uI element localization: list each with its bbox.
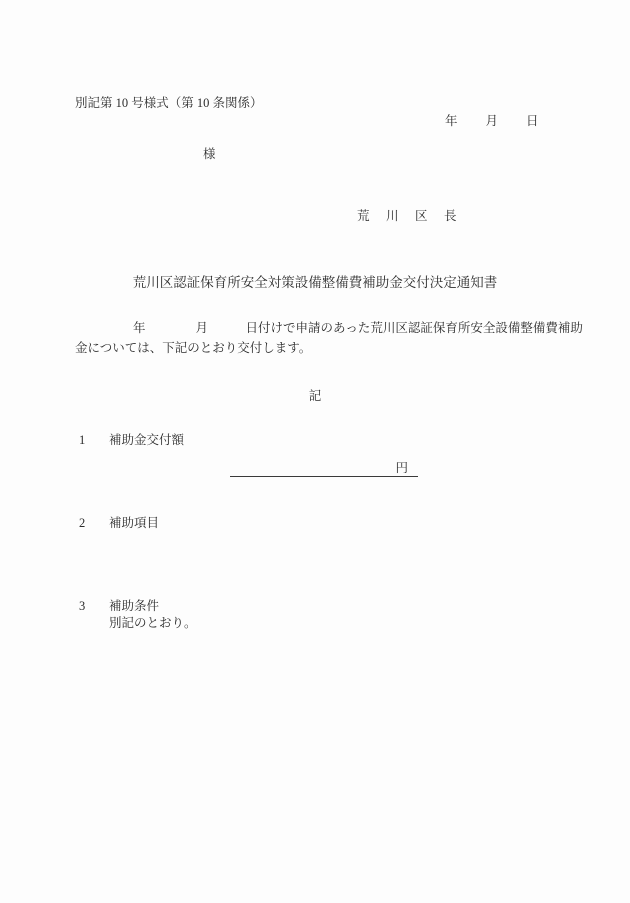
issue-date-blank: 年 月 日	[445, 114, 540, 128]
sender-title: 荒 川 区 長	[357, 209, 459, 223]
item-1-heading	[79, 430, 184, 448]
record-marker: 記	[308, 389, 322, 403]
body-paragraph-line2: 金については、下記のとおり交付します。	[75, 341, 312, 355]
item-2-label: 補助項目	[109, 516, 160, 530]
item-3-detail: 別記のとおり。	[109, 616, 197, 630]
item-2-number: 2	[79, 516, 86, 530]
item-3-number: 3	[79, 599, 86, 613]
item-1-label: 補助金交付額	[109, 433, 185, 447]
item-3-label: 補助条件	[109, 599, 160, 613]
item-3-heading	[79, 596, 159, 614]
document-title: 荒川区認証保育所安全対策設備整備費補助金交付決定通知書	[132, 275, 498, 290]
body-line1-text: 年 月 日付けで申請のあった荒川区認証保育所安全設備整備費補助	[133, 321, 583, 335]
body-paragraph-line1	[75, 318, 583, 336]
yen-unit-label: 円	[395, 461, 408, 475]
grant-amount-blank-line	[230, 458, 418, 477]
item-2-heading	[79, 513, 159, 531]
form-number-label: 別記第 10 号様式（第 10 条関係）	[75, 96, 263, 110]
item-1-number: 1	[79, 433, 86, 447]
addressee-honorific: 様	[203, 147, 216, 161]
